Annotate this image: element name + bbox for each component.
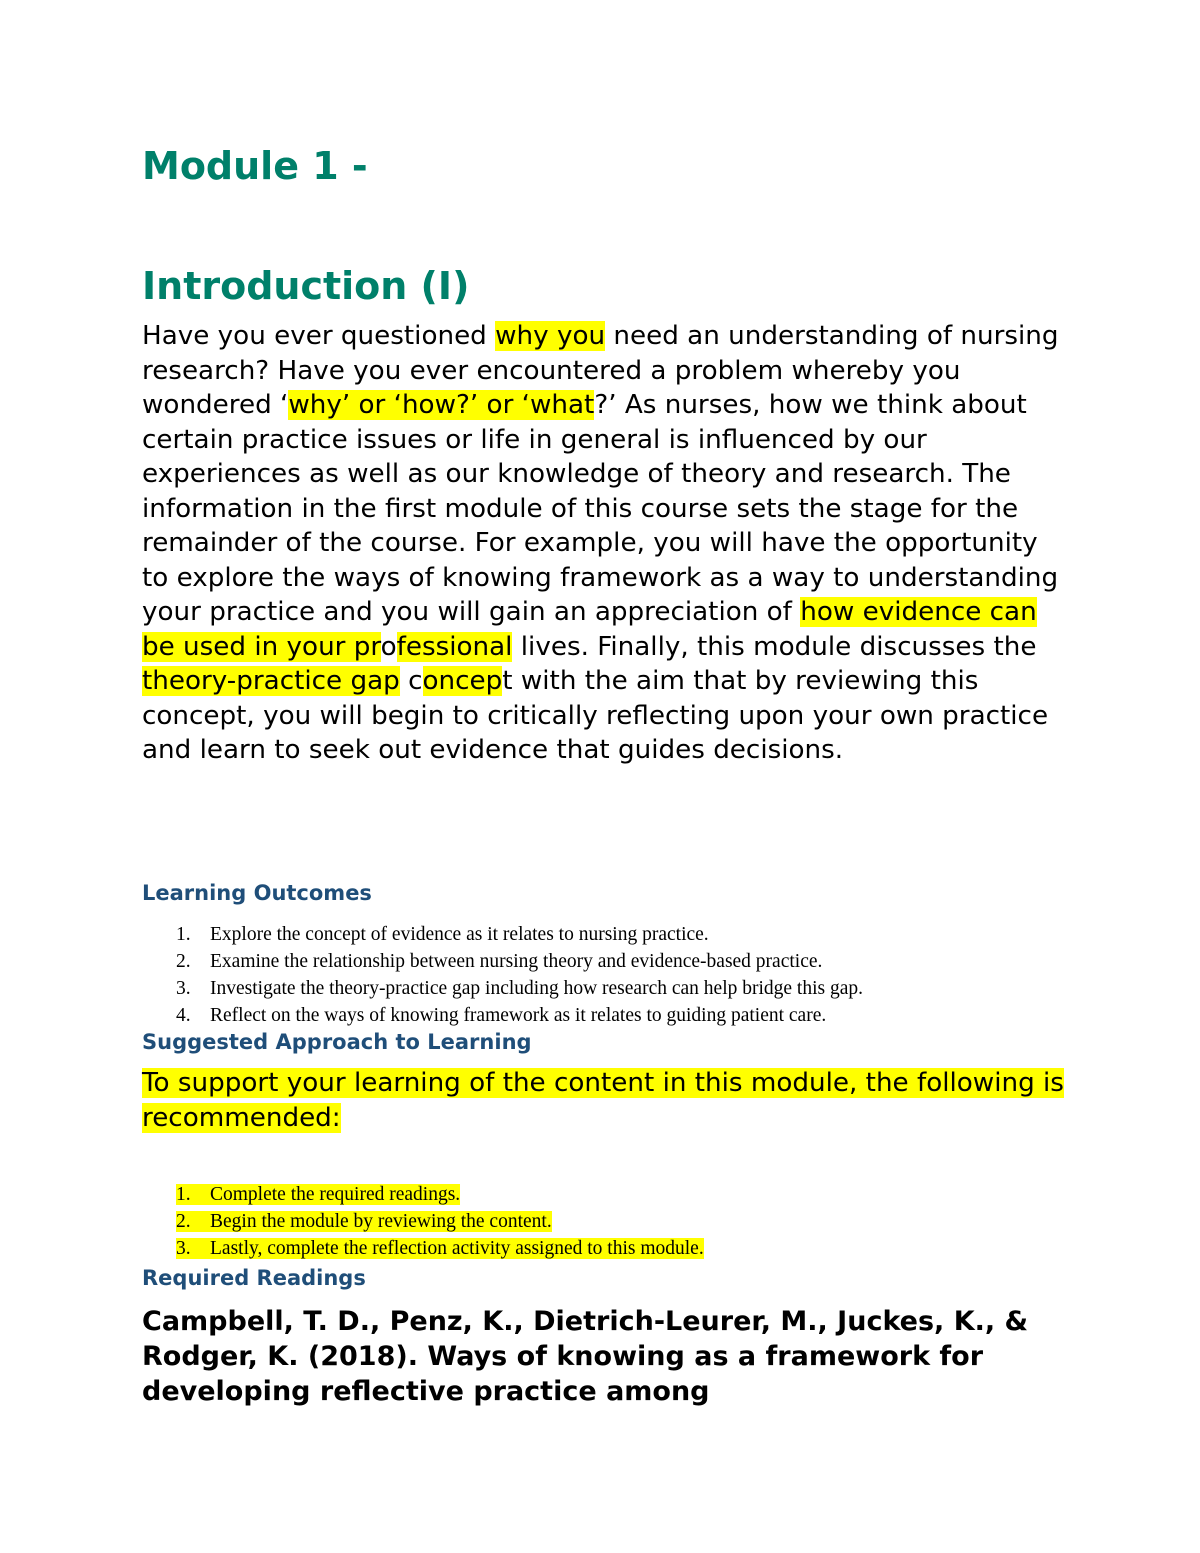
intro-highlight: why’ or ‘how?’ or ‘what: [288, 390, 595, 420]
list-item: [176, 1002, 863, 1029]
list-item: [176, 921, 863, 948]
intro-text: need an understanding of nursing research? Have you ever encountered a problem whereby you wondered ‘: [142, 321, 1059, 420]
intro-text: ?’ As nurses, how we think about certain practice issues or life in general is influenced by our experiences as well as our knowledge of theory and research. The information in the first module of this course sets the stage for the remainder of the course. For example, you will have the opportunity to explore the ways of knowing framework as a way to understanding your practice and you will gain an appreciation of: [142, 390, 1059, 627]
intro-highlight: theory-practice gap: [142, 666, 400, 696]
list-item-text: Explore the concept of evidence as it relates to nursing practice.: [210, 924, 709, 945]
intro-paragraph: [142, 319, 1072, 768]
list-item-text: Reflect on the ways of knowing framework as it relates to guiding patient care.: [210, 1005, 827, 1026]
suggested-approach-intro: [142, 1066, 1072, 1136]
suggested-approach-heading: Suggested Approach to Learning: [142, 1030, 532, 1054]
suggested-approach-list: [176, 1181, 704, 1262]
intro-text: c: [399, 666, 423, 696]
list-number: 3.: [176, 978, 191, 999]
list-item: [176, 948, 863, 975]
list-item-text: Begin the module by reviewing the content.: [210, 1211, 552, 1232]
learning-outcomes-heading: Learning Outcomes: [142, 881, 372, 905]
list-item: [176, 1181, 704, 1208]
list-item-text: Complete the required readings.: [210, 1184, 461, 1205]
list-number: 3.: [176, 1238, 191, 1259]
list-item: [176, 1235, 704, 1262]
intro-highlight: how evidence can be used in your pr: [142, 597, 1037, 662]
reading-citation: Campbell, T. D., Penz, K., Dietrich-Leurer, M., Juckes, K., & Rodger, K. (2018). Ways of knowing as a framework for developing reflective practice among: [142, 1306, 1029, 1407]
list-number: 2.: [176, 951, 191, 972]
list-item-text: Examine the relationship between nursing theory and evidence-based practice.: [210, 951, 823, 972]
list-item-text: Investigate the theory-practice gap including how research can help bridge this gap.: [210, 978, 864, 999]
list-number: 1.: [176, 1184, 191, 1205]
learning-outcomes-list: [176, 921, 863, 1029]
required-readings-heading: Required Readings: [142, 1266, 366, 1290]
list-item: [176, 975, 863, 1002]
module-title: Module 1 -: [142, 144, 368, 188]
intro-text: Have you ever questioned: [142, 321, 496, 351]
list-number: 4.: [176, 1005, 191, 1026]
section-title: Introduction (I): [142, 264, 470, 308]
list-item: [176, 1208, 704, 1235]
suggested-approach-intro-text: To support your learning of the content in this module, the following is recommended:: [142, 1068, 1064, 1133]
intro-text: t with the aim that by reviewing this concept, you will begin to critically reflecting upon your own practice and learn to seek out evidence that guides decisions.: [142, 666, 1049, 765]
list-item-text: Lastly, complete the reflection activity assigned to this module.: [210, 1238, 704, 1259]
list-number: 2.: [176, 1211, 191, 1232]
intro-text: lives. Finally, this module discusses the: [512, 631, 1037, 662]
list-number: 1.: [176, 924, 191, 945]
intro-highlight: fessional: [396, 631, 513, 662]
intro-highlight: why you: [495, 321, 606, 351]
intro-highlight: oncep: [422, 666, 503, 696]
intro-text: o: [380, 631, 397, 662]
